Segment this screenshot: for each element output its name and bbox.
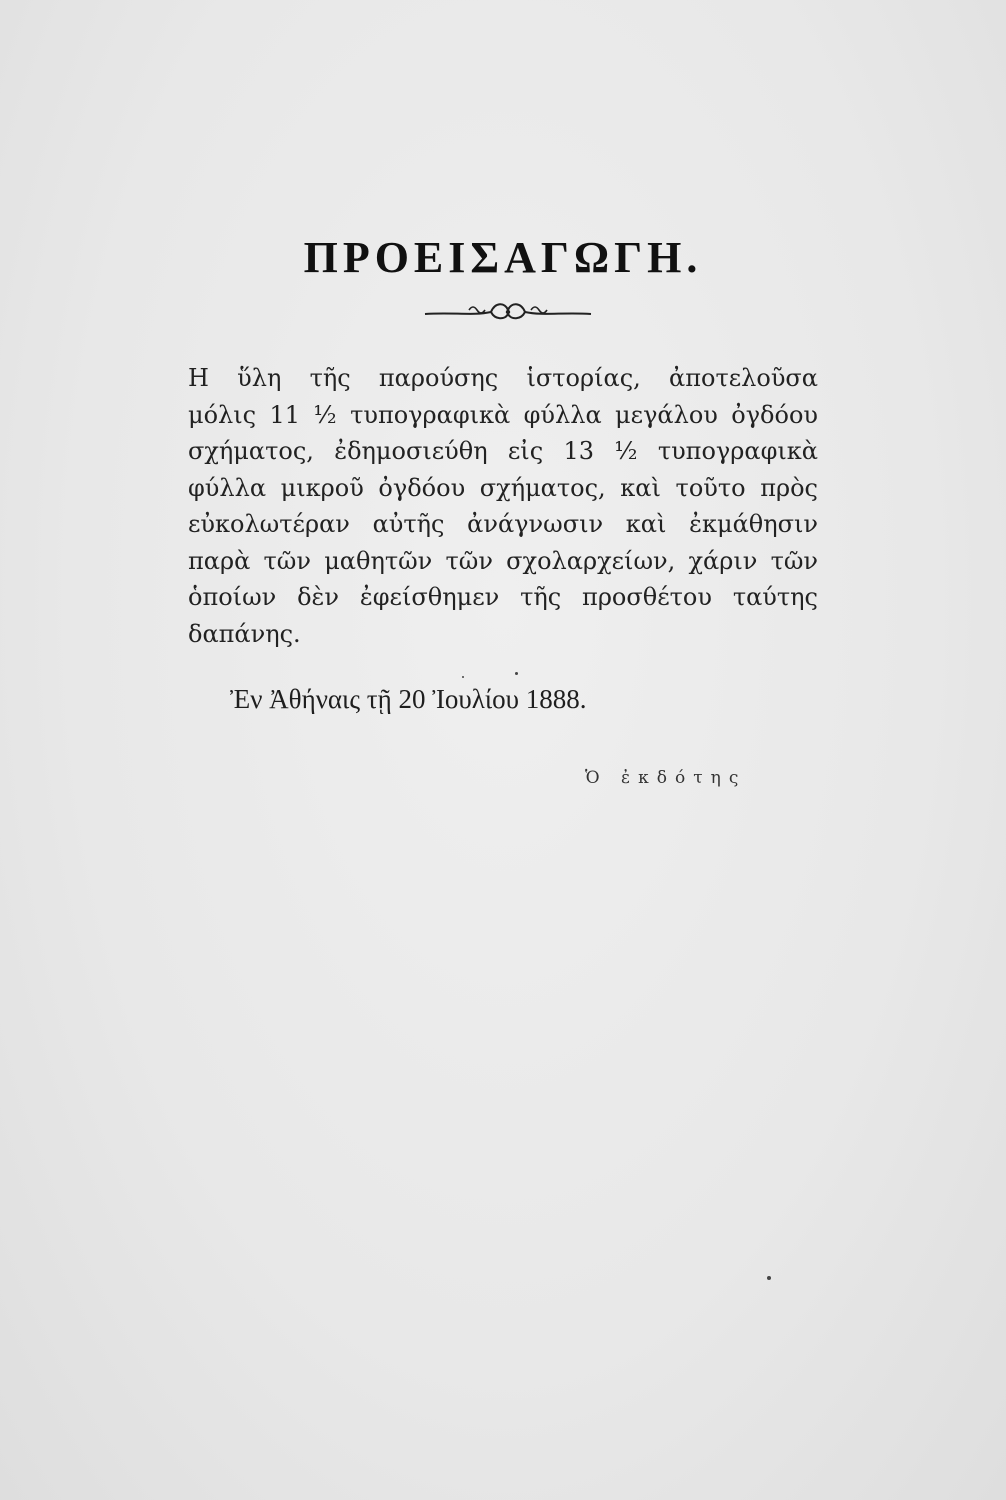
body-line: σχήματος, ἐδημοσιεύθη εἰς 13 ½ τυπογραφικὰ — [188, 437, 818, 465]
body-line: παρὰ τῶν μαθητῶν τῶν σχολαρχείων, χάριν τῶν — [188, 546, 818, 575]
body-line: εὐκολωτέραν αὐτῆς ἀνάγνωσιν καὶ ἐκμάθησιν — [188, 510, 818, 538]
ornament-divider — [423, 300, 593, 324]
body-line: δαπάνης. — [188, 619, 301, 648]
body-line: μόλις 11 ½ τυπογραφικὰ φύλλα μεγάλου ὀγδόου — [188, 400, 818, 429]
dateline: Ἐν Ἀθήναις τῇ 20 Ἰουλίου 1888. — [230, 684, 587, 714]
page-title: ΠΡΟΕΙΣΑΓΩΓΗ. — [303, 233, 703, 282]
ink-speck — [515, 672, 518, 675]
body-line: φύλλα μικροῦ ὀγδόου σχήματος, καὶ τοῦτο πρὸς — [188, 473, 818, 502]
body-paragraph — [188, 360, 818, 652]
ink-speck — [462, 676, 464, 678]
body-line: Η ὕλη τῆς παρούσης ἱστορίας, ἀποτελοῦσα — [188, 364, 818, 392]
ink-speck — [767, 1276, 771, 1280]
body-line: ὁποίων δὲν ἐφείσθημεν τῆς προσθέτου ταύτης — [188, 583, 818, 611]
signature: Ὁ ἐκδότης — [585, 768, 747, 788]
